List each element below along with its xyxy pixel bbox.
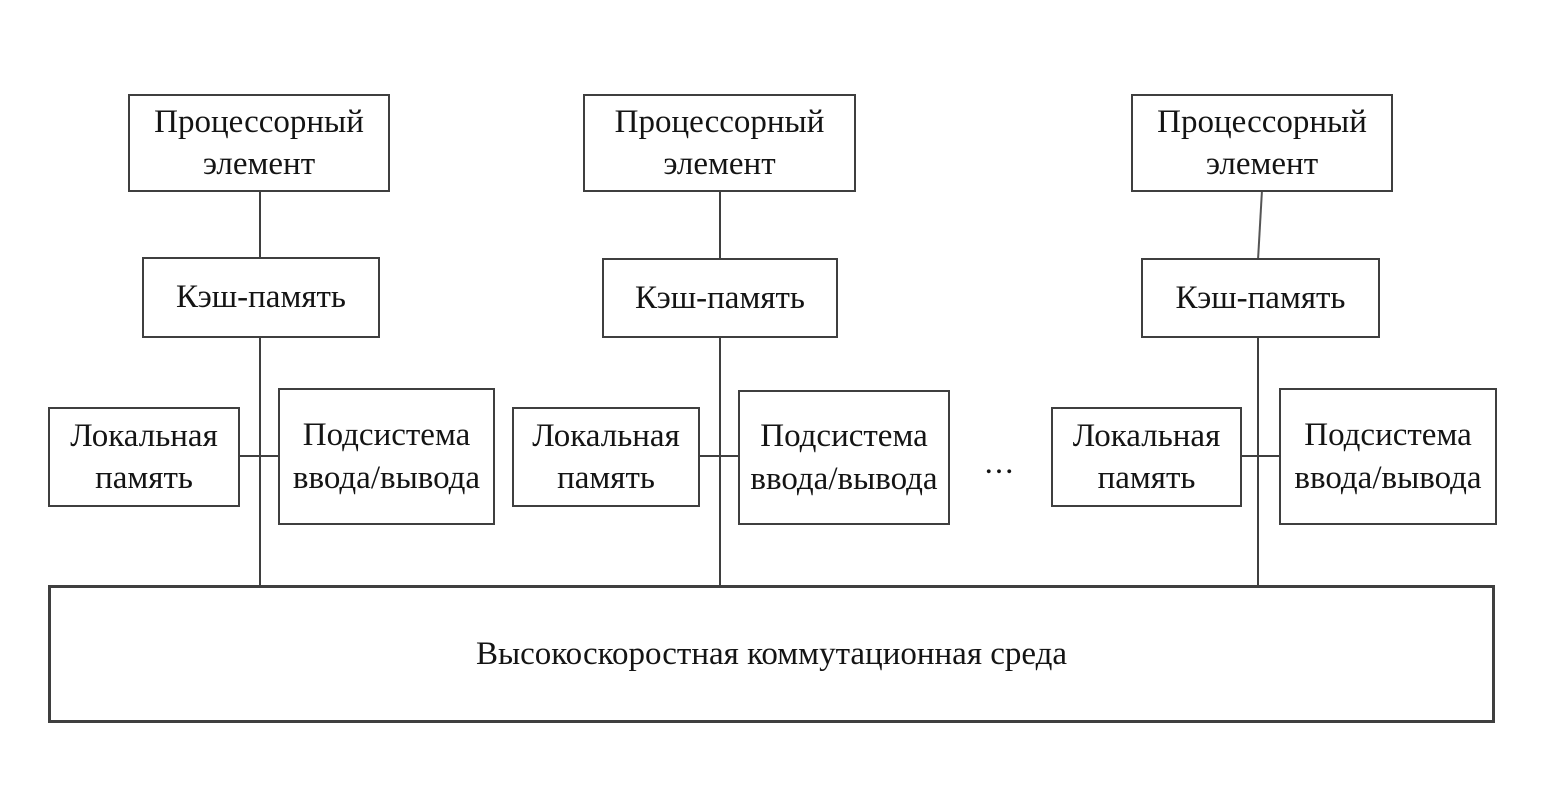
cache-memory-box-2: Кэш-память	[602, 258, 838, 338]
more-groups-ellipsis: ...	[984, 445, 1016, 481]
local-memory-box-3: Локальная память	[1051, 407, 1242, 507]
interconnect-bus-box	[48, 585, 1495, 723]
local-memory-box-1: Локальная память	[48, 407, 240, 507]
io-subsystem-box-1: Подсистема ввода/вывода	[278, 388, 495, 525]
processor-element-box-3: Процессорный элемент	[1131, 94, 1393, 192]
processor-element-box-2: Процессорный элемент	[583, 94, 856, 192]
io-subsystem-box-2: Подсистема ввода/вывода	[738, 390, 950, 525]
local-memory-box-2: Локальная память	[512, 407, 700, 507]
cache-memory-box-3: Кэш-память	[1141, 258, 1380, 338]
cache-memory-box-1: Кэш-память	[142, 257, 380, 338]
interconnect-bus-label: Высокоскоростная коммутационная среда	[475, 635, 1068, 672]
connector-processor-cache-3	[1258, 190, 1262, 260]
processor-element-box-1: Процессорный элемент	[128, 94, 390, 192]
io-subsystem-box-3: Подсистема ввода/вывода	[1279, 388, 1497, 525]
